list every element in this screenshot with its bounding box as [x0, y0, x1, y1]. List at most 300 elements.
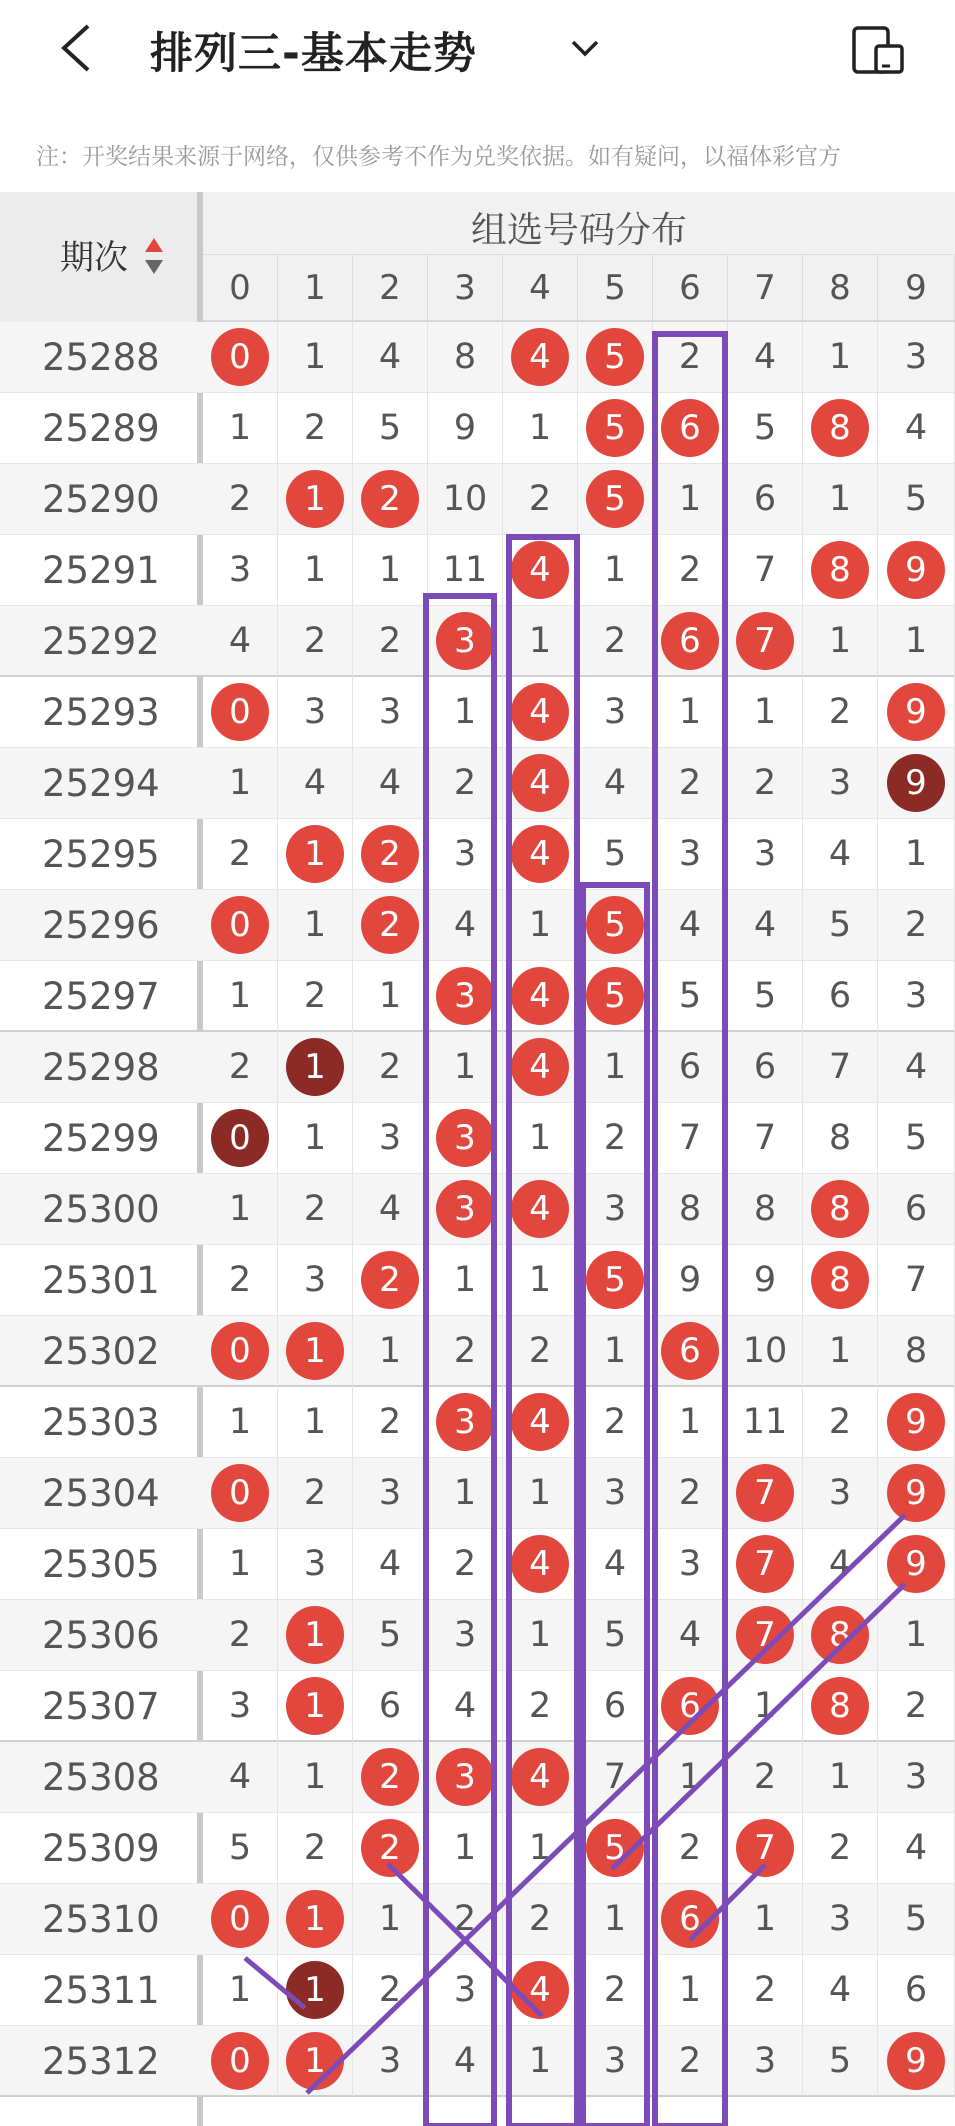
drawn-number-ball: 8 [811, 1251, 869, 1309]
omission-count-cell: 6 [728, 1032, 803, 1103]
omission-count-cell: 3 [878, 961, 955, 1032]
omission-count-cell: 2 [278, 961, 353, 1032]
omission-count-cell: 5 [878, 1884, 955, 1955]
omission-count-cell: 1 [278, 1103, 353, 1174]
drawn-digit-cell [578, 393, 653, 464]
omission-count-cell: 4 [728, 890, 803, 961]
drawn-digit-cell [278, 1600, 353, 1671]
drawn-number-ball: 2 [361, 825, 419, 883]
page-title[interactable]: 排列三-基本走势 [150, 29, 477, 79]
table-row [0, 322, 955, 393]
omission-count-cell: 2 [428, 748, 503, 819]
omission-count-cell: 2 [353, 1955, 428, 2026]
drawn-number-ball: 5 [586, 896, 644, 954]
issue-number: 25288 [42, 336, 160, 379]
drawn-number-ball: 1 [286, 1038, 344, 1096]
issue-number: 25298 [42, 1046, 160, 1089]
drawn-digit-cell [503, 819, 578, 890]
omission-count-cell: 6 [353, 1671, 428, 1742]
chevron-down-icon [565, 28, 605, 68]
drawn-digit-cell [728, 1600, 803, 1671]
drawn-digit-cell [278, 1671, 353, 1742]
drawn-digit-cell [278, 1955, 353, 2026]
drawn-digit-cell [428, 606, 503, 677]
back-button[interactable] [50, 18, 110, 78]
omission-count-cell: 1 [428, 1458, 503, 1529]
drawn-number-ball: 4 [511, 328, 569, 386]
omission-count-cell: 1 [578, 1884, 653, 1955]
drawn-digit-cell [578, 322, 653, 393]
drawn-number-ball: 6 [661, 1890, 719, 1948]
omission-count-cell: 2 [728, 1742, 803, 1813]
drawn-number-ball: 1 [286, 1677, 344, 1735]
omission-count-cell: 1 [653, 464, 728, 535]
drawn-number-ball: 1 [286, 1961, 344, 2019]
issue-number: 25307 [42, 1685, 160, 1728]
drawn-number-ball: 5 [586, 328, 644, 386]
drawn-number-ball: 0 [211, 1109, 269, 1167]
omission-count-cell: 8 [728, 1174, 803, 1245]
omission-count-cell: 3 [428, 819, 503, 890]
omission-count-cell: 3 [803, 1884, 878, 1955]
omission-count-cell: 1 [503, 890, 578, 961]
omission-count-cell: 11 [428, 535, 503, 606]
omission-count-cell: 2 [803, 1813, 878, 1884]
omission-count-cell: 1 [803, 1316, 878, 1387]
omission-count-cell: 1 [653, 1387, 728, 1458]
omission-count-cell: 3 [203, 1671, 278, 1742]
drawn-number-ball: 1 [286, 2032, 344, 2090]
omission-count-cell: 2 [353, 606, 428, 677]
drawn-digit-cell [278, 1032, 353, 1103]
omission-count-cell: 1 [503, 1458, 578, 1529]
omission-count-cell: 1 [278, 322, 353, 393]
drawn-digit-cell [578, 464, 653, 535]
issue-number: 25312 [42, 2040, 160, 2083]
drawn-digit-cell [203, 2026, 278, 2097]
drawn-number-ball: 8 [811, 541, 869, 599]
drawn-number-ball: 3 [436, 1393, 494, 1451]
drawn-number-ball: 9 [887, 754, 945, 812]
omission-count-cell: 4 [578, 1529, 653, 1600]
drawn-number-ball: 2 [361, 1819, 419, 1877]
table-row [0, 1884, 955, 1955]
omission-count-cell: 6 [653, 1032, 728, 1103]
omission-count-cell: 2 [278, 606, 353, 677]
omission-count-cell: 1 [803, 1742, 878, 1813]
omission-count-cell: 2 [203, 1032, 278, 1103]
drawn-digit-cell [503, 748, 578, 819]
omission-count-cell: 2 [278, 1174, 353, 1245]
drawn-number-ball: 3 [436, 1180, 494, 1238]
omission-count-cell: 1 [878, 1600, 955, 1671]
drawn-digit-cell [728, 606, 803, 677]
top-bar [0, 0, 955, 100]
drawn-digit-cell [878, 1387, 955, 1458]
digit-header-2: 2 [353, 255, 428, 322]
omission-count-cell: 5 [203, 1813, 278, 1884]
omission-count-cell: 1 [653, 1955, 728, 2026]
issue-number: 25290 [42, 478, 160, 521]
chevron-left-icon [50, 18, 110, 78]
table-row [0, 1671, 955, 1742]
drawn-number-ball: 7 [736, 612, 794, 670]
omission-count-cell: 4 [278, 748, 353, 819]
drawn-digit-cell [278, 2026, 353, 2097]
omission-count-cell: 3 [203, 535, 278, 606]
table-row [0, 2026, 955, 2097]
drawn-digit-cell [278, 1316, 353, 1387]
digit-header-3: 3 [428, 255, 503, 322]
issue-number: 25308 [42, 1756, 160, 1799]
omission-count-cell: 1 [203, 1529, 278, 1600]
drawn-digit-cell [653, 1671, 728, 1742]
omission-count-cell: 1 [203, 393, 278, 464]
omission-count-cell: 9 [428, 393, 503, 464]
drawn-number-ball: 4 [511, 1393, 569, 1451]
omission-count-cell: 1 [803, 322, 878, 393]
title-dropdown-button[interactable] [565, 28, 605, 68]
drawn-digit-cell [353, 1742, 428, 1813]
omission-count-cell: 2 [503, 464, 578, 535]
omission-count-cell: 7 [728, 535, 803, 606]
drawn-number-ball: 4 [511, 1748, 569, 1806]
issue-number: 25296 [42, 904, 160, 947]
omission-count-cell: 2 [203, 464, 278, 535]
omission-count-cell: 1 [653, 677, 728, 748]
drawn-digit-cell [578, 1813, 653, 1884]
omission-count-cell: 4 [203, 606, 278, 677]
drawn-number-ball: 2 [361, 470, 419, 528]
omission-count-cell: 2 [803, 1387, 878, 1458]
drawn-number-ball: 5 [586, 1251, 644, 1309]
drawn-number-ball: 2 [361, 1748, 419, 1806]
drawn-digit-cell [278, 1884, 353, 1955]
omission-count-cell: 1 [803, 606, 878, 677]
omission-count-cell: 2 [203, 819, 278, 890]
drawn-number-ball: 0 [211, 1890, 269, 1948]
issue-number: 25304 [42, 1472, 160, 1515]
phone-toggle-icon [850, 24, 906, 76]
drawn-digit-cell [353, 464, 428, 535]
omission-count-cell: 4 [353, 748, 428, 819]
issue-number: 25297 [42, 975, 160, 1018]
omission-count-cell: 5 [353, 393, 428, 464]
drawn-digit-cell [878, 535, 955, 606]
omission-count-cell: 1 [728, 1671, 803, 1742]
omission-count-cell: 1 [578, 1032, 653, 1103]
omission-count-cell: 3 [278, 1529, 353, 1600]
issue-number: 25293 [42, 691, 160, 734]
omission-count-cell: 1 [353, 961, 428, 1032]
drawn-digit-cell [803, 1671, 878, 1742]
drawn-digit-cell [428, 1174, 503, 1245]
omission-count-cell: 3 [653, 819, 728, 890]
omission-count-cell: 7 [878, 1245, 955, 1316]
digit-header-4: 4 [503, 255, 578, 322]
drawn-digit-cell [803, 393, 878, 464]
omission-count-cell: 2 [578, 1387, 653, 1458]
omission-count-cell: 1 [503, 1813, 578, 1884]
drawn-digit-cell [353, 819, 428, 890]
drawn-number-ball: 4 [511, 1961, 569, 2019]
issue-header-label: 期次 [60, 238, 128, 278]
omission-count-cell: 1 [353, 1884, 428, 1955]
table-row [0, 890, 955, 961]
drawn-number-ball: 6 [661, 1677, 719, 1735]
omission-count-cell: 5 [653, 961, 728, 1032]
drawn-number-ball: 0 [211, 328, 269, 386]
omission-count-cell: 3 [653, 1529, 728, 1600]
drawn-digit-cell [653, 606, 728, 677]
drawn-number-ball: 0 [211, 896, 269, 954]
drawn-number-ball: 9 [887, 683, 945, 741]
omission-count-cell: 4 [428, 890, 503, 961]
group-header-label: 组选号码分布 [470, 210, 687, 251]
omission-count-cell: 3 [428, 1955, 503, 2026]
omission-count-cell: 7 [578, 1742, 653, 1813]
drawn-number-ball: 9 [887, 1464, 945, 1522]
table-row [0, 1955, 955, 2026]
table-row [0, 1813, 955, 1884]
omission-count-cell: 4 [353, 1529, 428, 1600]
disclaimer-text: 注：开奖结果来源于网络，仅供参考不作为兑奖依据。如有疑问，以福体彩官方 [36, 144, 841, 170]
omission-count-cell: 2 [503, 1316, 578, 1387]
omission-count-cell: 2 [353, 1032, 428, 1103]
drawn-number-ball: 0 [211, 1322, 269, 1380]
drawn-number-ball: 5 [586, 470, 644, 528]
table-row [0, 819, 955, 890]
omission-count-cell: 2 [428, 1884, 503, 1955]
drawn-digit-cell [203, 1103, 278, 1174]
omission-count-cell: 1 [428, 677, 503, 748]
omission-count-cell: 4 [803, 819, 878, 890]
omission-count-cell: 8 [428, 322, 503, 393]
drawn-number-ball: 4 [511, 825, 569, 883]
omission-count-cell: 1 [428, 1813, 503, 1884]
omission-count-cell: 1 [203, 1955, 278, 2026]
omission-count-cell: 2 [728, 1955, 803, 2026]
omission-count-cell: 3 [728, 2026, 803, 2097]
issue-number: 25303 [42, 1401, 160, 1444]
omission-count-cell: 1 [503, 2026, 578, 2097]
drawn-number-ball: 1 [286, 1322, 344, 1380]
omission-count-cell: 2 [653, 1813, 728, 1884]
drawn-digit-cell [578, 961, 653, 1032]
omission-count-cell: 6 [878, 1955, 955, 2026]
drawn-digit-cell [803, 1600, 878, 1671]
omission-count-cell: 8 [653, 1174, 728, 1245]
table-row [0, 1174, 955, 1245]
omission-count-cell: 1 [578, 535, 653, 606]
drawn-number-ball: 3 [436, 967, 494, 1025]
omission-count-cell: 4 [878, 1032, 955, 1103]
omission-count-cell: 9 [653, 1245, 728, 1316]
drawn-digit-cell [503, 535, 578, 606]
issue-number: 25289 [42, 407, 160, 450]
omission-count-cell: 1 [278, 1387, 353, 1458]
omission-count-cell: 6 [728, 464, 803, 535]
omission-count-cell: 1 [203, 1174, 278, 1245]
omission-count-cell: 4 [803, 1529, 878, 1600]
drawn-digit-cell [203, 890, 278, 961]
table-row [0, 1316, 955, 1387]
omission-count-cell: 1 [203, 961, 278, 1032]
table-row [0, 1742, 955, 1813]
omission-count-cell: 2 [878, 890, 955, 961]
drawn-digit-cell [653, 393, 728, 464]
omission-count-cell: 1 [728, 677, 803, 748]
omission-count-cell: 5 [878, 464, 955, 535]
drawn-digit-cell [278, 464, 353, 535]
table-row [0, 1032, 955, 1103]
omission-count-cell: 3 [878, 322, 955, 393]
drawn-digit-cell [428, 1103, 503, 1174]
omission-count-cell: 3 [353, 2026, 428, 2097]
issue-number: 25294 [42, 762, 160, 805]
drawn-number-ball: 1 [286, 470, 344, 528]
omission-count-cell: 2 [653, 2026, 728, 2097]
omission-count-cell: 4 [803, 1955, 878, 2026]
drawn-digit-cell [653, 1316, 728, 1387]
drawn-digit-cell [503, 1742, 578, 1813]
drawn-digit-cell [203, 677, 278, 748]
drawn-number-ball: 0 [211, 683, 269, 741]
drawn-number-ball: 0 [211, 2032, 269, 2090]
omission-count-cell: 9 [728, 1245, 803, 1316]
drawn-number-ball: 9 [887, 2032, 945, 2090]
omission-count-cell: 1 [503, 393, 578, 464]
drawn-digit-cell [203, 1316, 278, 1387]
omission-count-cell: 3 [578, 677, 653, 748]
drawn-digit-cell [353, 1813, 428, 1884]
omission-count-cell: 4 [653, 1600, 728, 1671]
drawn-number-ball: 5 [586, 1819, 644, 1877]
omission-count-cell: 3 [803, 748, 878, 819]
omission-count-cell: 1 [578, 1316, 653, 1387]
omission-count-cell: 4 [578, 748, 653, 819]
drawn-number-ball: 7 [736, 1535, 794, 1593]
omission-count-cell: 1 [428, 1032, 503, 1103]
drawn-number-ball: 7 [736, 1819, 794, 1877]
table-row [0, 748, 955, 819]
drawn-number-ball: 8 [811, 1180, 869, 1238]
omission-count-cell: 2 [428, 1316, 503, 1387]
omission-count-cell: 5 [353, 1600, 428, 1671]
omission-count-cell: 2 [203, 1245, 278, 1316]
drawn-number-ball: 9 [887, 1535, 945, 1593]
drawn-number-ball: 3 [436, 1748, 494, 1806]
issue-number: 25295 [42, 833, 160, 876]
table-row [0, 393, 955, 464]
drawn-number-ball: 6 [661, 612, 719, 670]
omission-count-cell: 3 [878, 1742, 955, 1813]
drawn-digit-cell [728, 1813, 803, 1884]
drawn-digit-cell [203, 1458, 278, 1529]
issue-number: 25305 [42, 1543, 160, 1586]
omission-count-cell: 4 [878, 1813, 955, 1884]
drawn-number-ball: 3 [436, 612, 494, 670]
omission-count-cell: 6 [578, 1671, 653, 1742]
omission-count-cell: 2 [278, 1813, 353, 1884]
drawn-digit-cell [803, 1245, 878, 1316]
sort-icon[interactable] [143, 236, 165, 276]
issue-number: 25291 [42, 549, 160, 592]
omission-count-cell: 1 [503, 1245, 578, 1316]
drawn-number-ball: 3 [436, 1109, 494, 1167]
drawn-number-ball: 8 [811, 399, 869, 457]
digit-header-9: 9 [878, 255, 955, 322]
table-row [0, 1458, 955, 1529]
issue-number: 25309 [42, 1827, 160, 1870]
omission-count-cell: 7 [803, 1032, 878, 1103]
issue-number: 25299 [42, 1117, 160, 1160]
drawn-digit-cell [503, 1955, 578, 2026]
trend-table [0, 192, 955, 2126]
omission-count-cell: 2 [503, 1671, 578, 1742]
issue-number: 25306 [42, 1614, 160, 1657]
digit-header-8: 8 [803, 255, 878, 322]
table-row [0, 1103, 955, 1174]
drawn-digit-cell [878, 1458, 955, 1529]
drawn-number-ball: 5 [586, 967, 644, 1025]
omission-count-cell: 1 [203, 748, 278, 819]
omission-count-cell: 8 [803, 1103, 878, 1174]
drawn-digit-cell [428, 1742, 503, 1813]
omission-count-cell: 4 [428, 2026, 503, 2097]
drawn-number-ball: 4 [511, 1180, 569, 1238]
drawn-number-ball: 1 [286, 825, 344, 883]
issue-column-header[interactable] [0, 192, 197, 324]
omission-count-cell: 5 [578, 1600, 653, 1671]
drawn-number-ball: 0 [211, 1464, 269, 1522]
omission-count-cell: 1 [503, 606, 578, 677]
drawn-digit-cell [203, 1884, 278, 1955]
drawn-number-ball: 9 [887, 541, 945, 599]
omission-count-cell: 3 [353, 1103, 428, 1174]
omission-count-cell: 2 [653, 535, 728, 606]
drawn-digit-cell [878, 748, 955, 819]
omission-count-cell: 2 [653, 322, 728, 393]
table-row [0, 1529, 955, 1600]
drawn-digit-cell [503, 1387, 578, 1458]
table-row [0, 1387, 955, 1458]
omission-count-cell: 2 [578, 606, 653, 677]
view-toggle-button[interactable] [850, 24, 906, 76]
drawn-digit-cell [503, 1032, 578, 1103]
omission-count-cell: 1 [353, 1316, 428, 1387]
omission-count-cell: 3 [428, 1600, 503, 1671]
drawn-number-ball: 1 [286, 1890, 344, 1948]
omission-count-cell: 1 [278, 890, 353, 961]
omission-count-cell: 1 [653, 1742, 728, 1813]
drawn-digit-cell [503, 322, 578, 393]
table-row [0, 677, 955, 748]
omission-count-cell: 1 [353, 535, 428, 606]
drawn-number-ball: 4 [511, 754, 569, 812]
omission-count-cell: 5 [803, 890, 878, 961]
omission-count-cell: 4 [728, 322, 803, 393]
omission-count-cell: 3 [803, 1458, 878, 1529]
omission-count-cell: 4 [653, 890, 728, 961]
omission-count-cell: 5 [578, 819, 653, 890]
omission-count-cell: 1 [503, 1103, 578, 1174]
drawn-number-ball: 9 [887, 1393, 945, 1451]
issue-number: 25310 [42, 1898, 160, 1941]
omission-count-cell: 2 [353, 1387, 428, 1458]
omission-count-cell: 1 [278, 535, 353, 606]
drawn-number-ball: 8 [811, 1677, 869, 1735]
